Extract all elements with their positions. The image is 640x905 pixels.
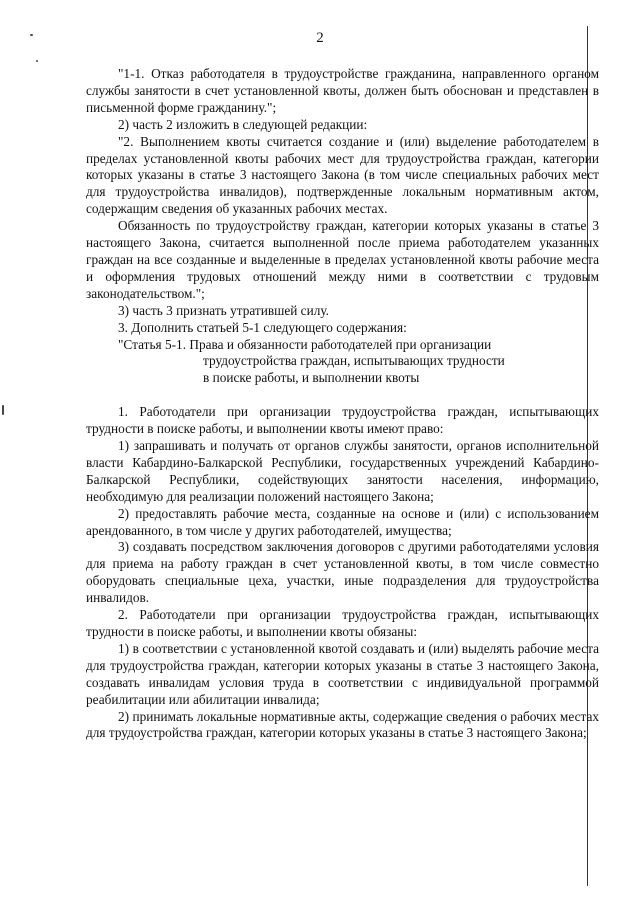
document-body: [86, 66, 599, 742]
spacer: [86, 387, 599, 404]
paragraph: 1) запрашивать и получать от органов службы занятости, органов исполнительной власти Кабардино-Балкарской Республики, государственных учреждений Кабардино-Балкарской Республики, содействующих занятости населения, информацию, необходимую для реализации положений настоящего Закона;: [86, 438, 599, 504]
paragraph: 3) создавать посредством заключения договоров с другими работодателями условия для приема на работу граждан в счет установленной квоты, в том числе совместно оборудовать специальные цеха, участки, иные подразделения для трудоустройства инвалидов.: [86, 539, 599, 606]
paragraph: Обязанность по трудоустройству граждан, категории которых указаны в статье 3 настоящего Закона, считается выполненной после приема работодателем указанных граждан на все созданные и выделенные в пределах установленной квоты рабочие места и оформления трудовых отношений между ними в соответствии с трудовым законодательством.";: [86, 218, 599, 301]
paragraph: "1-1. Отказ работодателя в трудоустройстве гражданина, направленного органом службы занятости в счет установленной квоты, должен быть обоснован и представлен в письменной форме гражданину.";: [86, 66, 599, 115]
paragraph: "2. Выполнением квоты считается создание и (или) выделение работодателем в пределах установленной квоты рабочих мест для трудоустройства граждан, категории которых указаны в статье 3 настоящего Закона (в том числе специальных рабочих мест для трудоустройства инвалидов), подтвержденные локальным нормативным актом, содержащим сведения об указанных рабочих местах.: [86, 133, 599, 217]
paragraph: 1. Работодатели при организации трудоустройства граждан, испытывающих трудности в поиске работы, и выполнении квоты имеют право:: [86, 404, 599, 437]
article-title-line: трудоустройства граждан, испытывающих трудности: [203, 353, 505, 369]
article-title-line: "Статья 5-1. Права и обязанности работодателей при организации: [118, 336, 492, 352]
paragraph: 1) в соответствии с установленной квотой создавать и (или) выделять рабочие места для трудоустройства граждан, категории которых указаны в статье 3 настоящего Закона, создавать инвалидам условия труда в соответствии с индивидуальной программой реабилитации или абилитации инвалида;: [86, 640, 599, 707]
article-title-line: в поиске работы, и выполнении квоты: [203, 370, 420, 386]
paragraph: 2) предоставлять рабочие места, созданные на основе и (или) с использованием арендованного, в том числе у других работодателей, имущества;: [86, 505, 599, 538]
paragraph: 2. Работодатели при организации трудоустройства граждан, испытывающих трудности в поиске работы, и выполнении квоты обязаны:: [86, 607, 599, 639]
paragraph: 3. Дополнить статьей 5-1 следующего содержания:: [118, 319, 407, 335]
scan-speck: [2, 405, 4, 415]
paragraph: 2) часть 2 изложить в следующей редакции:: [118, 116, 368, 132]
scan-speck: [36, 60, 38, 62]
paragraph: 2) принимать локальные нормативные акты, содержащие сведения о рабочих местах для трудоустройства граждан, категории которых указаны в статье 3 настоящего Закона;: [86, 708, 599, 741]
page-number: 2: [316, 30, 324, 46]
paragraph: 3) часть 3 признать утратившей силу.: [118, 302, 329, 318]
